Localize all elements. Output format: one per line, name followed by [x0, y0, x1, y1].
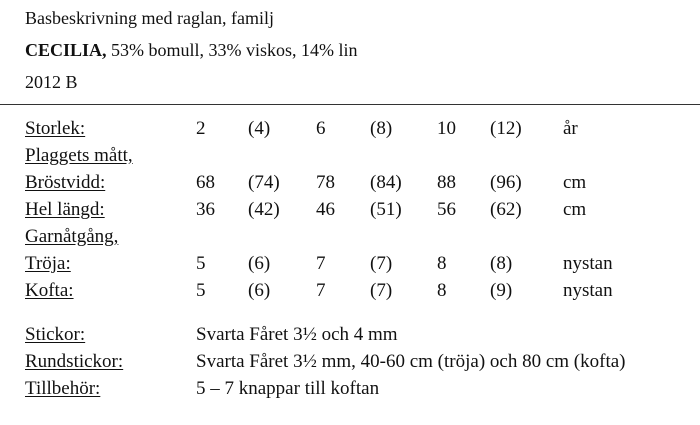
- row-label: Kofta:: [25, 280, 74, 301]
- row-label: Hel längd:: [25, 199, 105, 220]
- detail-value: 5 – 7 knappar till koftan: [196, 378, 380, 399]
- yarn-content: 53% bomull, 33% viskos, 14% lin: [106, 40, 358, 60]
- size-value: 36: [196, 199, 215, 220]
- header-divider: [0, 104, 700, 105]
- size-value: (7): [370, 280, 393, 301]
- size-value: (96): [490, 172, 522, 193]
- detail-label: Tillbehör:: [25, 378, 101, 399]
- size-value: 7: [316, 253, 326, 274]
- row-label: Tröja:: [25, 253, 71, 274]
- size-value: (9): [490, 280, 513, 301]
- size-value: (8): [490, 253, 513, 274]
- unit-label: nystan: [563, 253, 613, 274]
- size-value: 2: [196, 118, 206, 139]
- row-label: Bröstvidd:: [25, 172, 106, 193]
- size-value: (42): [248, 199, 280, 220]
- row-label: Garnåtgång,: [25, 226, 119, 247]
- detail-label: Rundstickor:: [25, 351, 124, 372]
- size-value: 8: [437, 280, 447, 301]
- yarn-name: CECILIA,: [25, 40, 107, 60]
- unit-label: cm: [563, 172, 587, 193]
- size-value: (4): [248, 118, 271, 139]
- size-value: 6: [316, 118, 326, 139]
- size-value: 7: [316, 280, 326, 301]
- detail-value: Svarta Fåret 3½ mm, 40-60 cm (tröja) och 80 cm (kofta): [196, 351, 626, 372]
- size-value: (74): [248, 172, 280, 193]
- size-value: (84): [370, 172, 402, 193]
- size-value: 56: [437, 199, 456, 220]
- detail-value: Svarta Fåret 3½ och 4 mm: [196, 324, 398, 345]
- size-value: 8: [437, 253, 447, 274]
- size-value: (7): [370, 253, 393, 274]
- size-value: 5: [196, 280, 206, 301]
- pattern-code: 2012 B: [25, 72, 78, 92]
- size-value: 46: [316, 199, 335, 220]
- unit-label: cm: [563, 199, 587, 220]
- row-label: Storlek:: [25, 118, 86, 139]
- size-value: (8): [370, 118, 393, 139]
- detail-label: Stickor:: [25, 324, 86, 345]
- yarn-line: [25, 40, 358, 61]
- size-value: (6): [248, 253, 271, 274]
- size-value: (51): [370, 199, 402, 220]
- size-value: (12): [490, 118, 522, 139]
- size-value: 78: [316, 172, 335, 193]
- size-value: 88: [437, 172, 456, 193]
- pattern-description: Basbeskrivning med raglan, familj: [25, 8, 274, 28]
- size-value: 5: [196, 253, 206, 274]
- unit-label: nystan: [563, 280, 613, 301]
- row-label: Plaggets mått,: [25, 145, 133, 166]
- size-value: 68: [196, 172, 215, 193]
- size-value: (62): [490, 199, 522, 220]
- size-value: (6): [248, 280, 271, 301]
- size-value: 10: [437, 118, 456, 139]
- unit-label: år: [563, 118, 578, 139]
